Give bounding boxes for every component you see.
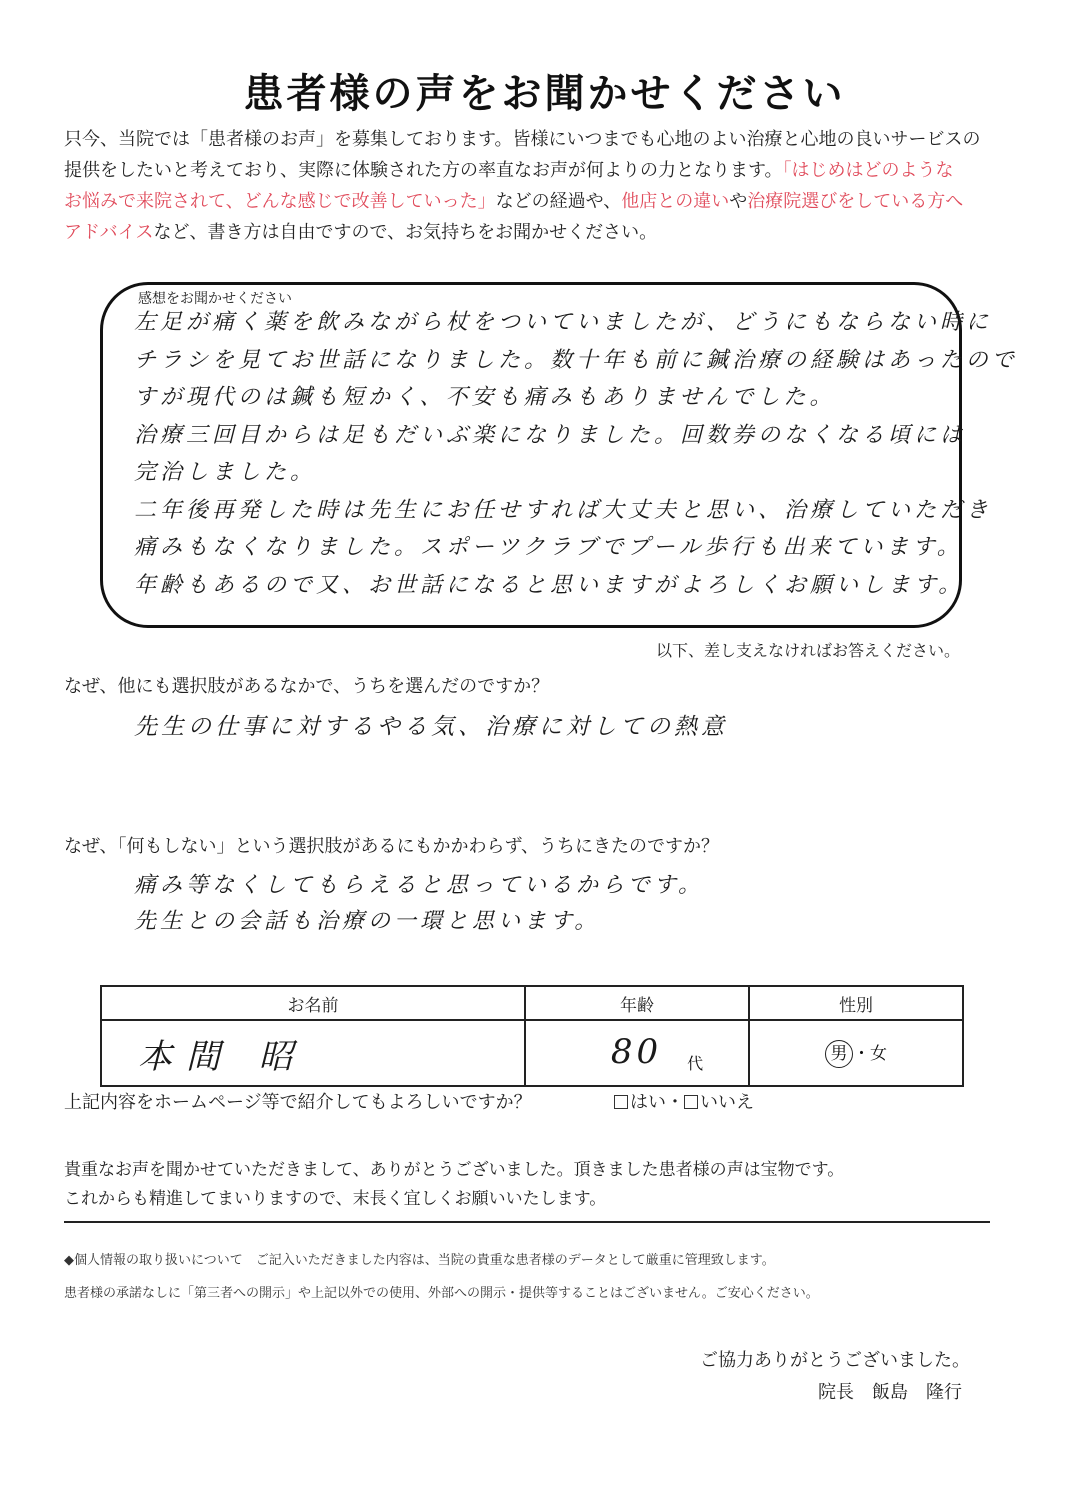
thanks-line-1: 貴重なお声を聞かせていただきまして、ありがとうございました。頂きました患者様の声は宝物です。 — [64, 1160, 845, 1180]
intro-line-2 — [64, 155, 1004, 186]
intro-highlight: 治療院選びをしている方へ — [747, 191, 964, 212]
intro-text: など、書き方は自由ですので、お気持ちをお聞かせください。 — [153, 222, 658, 243]
name-cell — [101, 1020, 525, 1086]
privacy-line-2: 患者様の承諾なしに「第三者への開示」や上記以外での使用、外部への開示・提供等することはございません。ご安心ください。 — [64, 1286, 819, 1301]
intro-highlight: お悩みで来院されて、どんな感じで改善していった」 — [64, 191, 496, 212]
answer-2-line-1: 痛み等なくしてもらえると思っているからです。 — [134, 873, 705, 898]
comment-box-label: 感想をお聞かせください — [138, 291, 292, 307]
permission-separator: ・ — [666, 1092, 684, 1113]
age-value: 80 — [610, 1032, 663, 1072]
age-header: 年齢 — [525, 986, 749, 1020]
answer-1: 先生の仕事に対するやる気、治療に対しての熱意 — [134, 714, 728, 740]
comment-line: すが現代のは鍼も短かく、不安も痛みもありませんでした。 — [134, 385, 836, 410]
gender-separator: ・ — [853, 1043, 870, 1064]
comment-line: 痛みもなくなりました。スポーツクラブでプール歩行も出来ています。 — [134, 535, 963, 560]
comment-line: チラシを見てお世話になりました。数十年も前に鍼治療の経験はあったので — [134, 347, 1018, 373]
intro-highlight: アドバイス — [64, 222, 154, 243]
intro-highlight: 他店との違い — [621, 191, 730, 212]
patient-info-table — [100, 985, 964, 1087]
privacy-line-1: ◆個人情報の取り扱いについて ご記入いただきました内容は、当院の貴重な患者様のデータとして厳重に管理致します。 — [64, 1253, 775, 1268]
age-suffix: 代 — [687, 1054, 704, 1073]
gender-female: 女 — [870, 1043, 887, 1064]
comment-line: 治療三回目からは足もだいぶ楽になりました。回数券のなくなる頃には — [134, 422, 967, 448]
comment-line: 左足が痛く薬を飲みながら杖をついていましたが、どうにもならない時に — [134, 310, 993, 335]
intro-text: や — [729, 191, 748, 212]
table-header-row — [101, 986, 963, 1020]
divider — [64, 1221, 990, 1223]
intro-paragraph — [64, 124, 1004, 248]
intro-line-1: 只今、当院では「患者様のお声」を募集しております。皆様にいつまでも心地のよい治療と心地の良いサービスの — [64, 129, 981, 150]
comment-line: 年齢もあるので又、お世話になると思いますがよろしくお願いします。 — [134, 572, 965, 598]
checkbox-icon[interactable] — [684, 1095, 698, 1109]
permission-yes: はい — [630, 1092, 666, 1113]
answer-2-line-2: 先生との会話も治療の一環と思います。 — [134, 909, 601, 934]
question-2: なぜ、「何もしない」という選択肢があるにもかかわらず、うちにきたのですか？ — [64, 836, 720, 857]
patient-name: 本間 昭 — [138, 1036, 307, 1077]
question-1: なぜ、他にも選択肢があるなかで、うちを選んだのですか？ — [64, 676, 550, 697]
page-title: 患者様の声をお聞かせください — [243, 71, 846, 117]
gender-header: 性別 — [749, 986, 963, 1020]
thanks-line-2: これからも精進してまいりますので、末長く宜しくお願いいたします。 — [64, 1189, 607, 1209]
intro-text: などの経過や、 — [495, 191, 622, 212]
intro-line-4 — [64, 217, 1004, 248]
intro-text: 提供をしたいと考えており、実際に体験された方の率直なお声が何よりの力となります。 — [64, 160, 783, 181]
age-cell — [525, 1020, 749, 1086]
signature: 院長 飯島 隆行 — [818, 1382, 962, 1403]
permission-question: 上記内容をホームページ等で紹介してもよろしいですか？ — [64, 1092, 532, 1113]
comment-line: 完治しました。 — [134, 460, 317, 485]
table-row — [101, 1020, 963, 1086]
gender-male-circled: 男 — [825, 1040, 853, 1068]
gender-cell — [749, 1020, 963, 1086]
checkbox-icon[interactable] — [614, 1095, 628, 1109]
intro-line-3 — [64, 186, 1004, 217]
permission-no: いいえ — [700, 1092, 754, 1113]
permission-options — [614, 1088, 754, 1114]
comment-line: 二年後再発した時は先生にお任せすれば大丈夫と思い、治療していただき — [134, 497, 993, 523]
optional-answer-note: 以下、差し支えなければお答えください。 — [656, 641, 961, 660]
name-header: お名前 — [101, 986, 525, 1020]
comment-handwriting — [134, 304, 1018, 604]
intro-highlight: 「はじめはどのような — [782, 160, 954, 181]
closing-thanks: ご協力ありがとうございました。 — [700, 1350, 970, 1371]
